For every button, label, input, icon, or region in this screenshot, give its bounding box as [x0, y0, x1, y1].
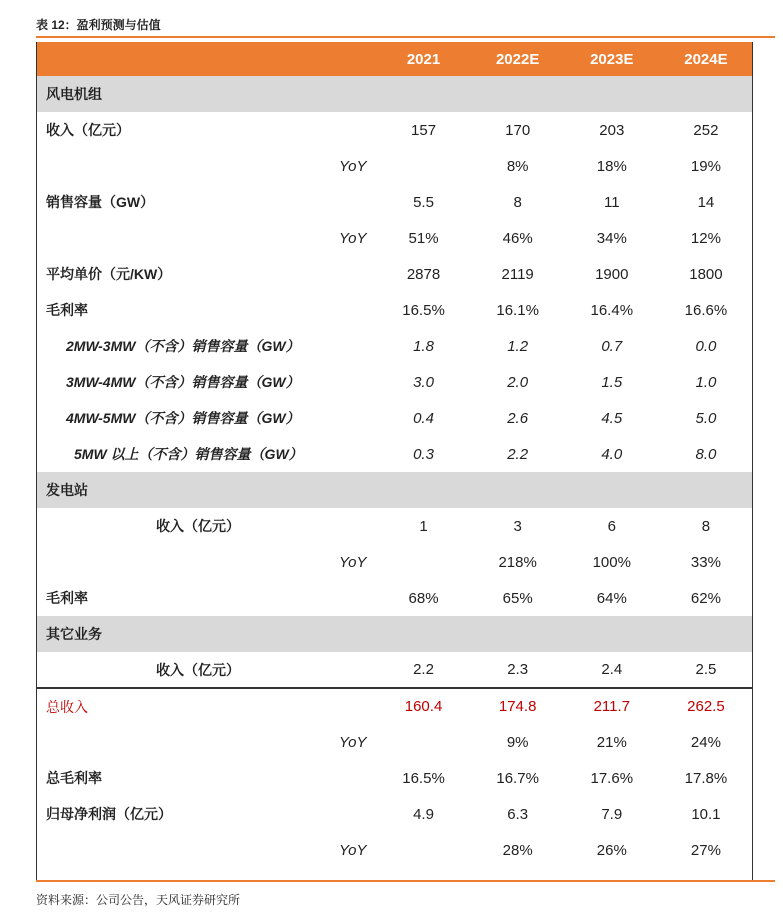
value-cell: 10.1 — [691, 805, 721, 823]
header-cell — [36, 42, 376, 76]
value-cell: 5.5 — [413, 193, 434, 211]
section-label: 风电机组 — [36, 76, 753, 112]
value-cell: 218% — [498, 553, 537, 571]
value-cell — [376, 544, 470, 580]
value-cell: 2.2 — [413, 661, 434, 678]
value-cell: 16.5% — [402, 301, 445, 319]
value-cell: 16.1% — [496, 301, 539, 319]
source-note: 资料来源：公司公告，天风证券研究所 — [36, 893, 241, 907]
value-cell: 9% — [506, 733, 529, 751]
value-cell: 24% — [690, 733, 721, 751]
value-cell: 160.4 — [376, 688, 470, 724]
value-cell: 4.0 — [601, 445, 623, 463]
value-cell: 0.0 — [695, 337, 717, 355]
row-label: 毛利率 — [46, 302, 88, 318]
table-row — [36, 724, 753, 760]
yoy-label: YoY — [338, 157, 367, 175]
yoy-label: YoY — [338, 841, 367, 859]
value-cell: 170 — [505, 121, 531, 139]
forecast-table — [36, 42, 753, 868]
value-cell: 0.3 — [413, 445, 434, 463]
value-cell: 100% — [592, 553, 631, 571]
header-cell: 2021 — [376, 42, 470, 76]
value-cell: 0.4 — [413, 409, 434, 427]
table-row — [36, 688, 753, 724]
table-row — [36, 328, 753, 364]
value-cell: 19% — [690, 157, 721, 175]
value-cell: 3 — [513, 517, 522, 535]
value-cell: 8 — [513, 193, 522, 211]
value-cell: 157 — [411, 121, 437, 139]
value-cell: 3.0 — [413, 373, 434, 391]
value-cell: 33% — [690, 553, 721, 571]
value-cell: 6 — [607, 517, 616, 535]
value-cell: 252 — [693, 121, 719, 139]
value-cell: 2.0 — [507, 373, 529, 391]
value-cell: 16.4% — [590, 301, 634, 319]
table-row — [36, 544, 753, 580]
row-label: 3MW-4MW（不含）销售容量（GW） — [66, 374, 300, 390]
header-cell: 2022E — [471, 42, 565, 76]
value-cell: 8.0 — [695, 445, 717, 463]
section-row — [36, 472, 753, 508]
value-cell: 2.2 — [507, 445, 529, 463]
row-label: 4MW-5MW（不含）销售容量（GW） — [66, 410, 300, 426]
table-row — [36, 292, 753, 328]
row-label: 5MW 以上（不含）销售容量（GW） — [74, 446, 303, 462]
table-row — [36, 796, 753, 832]
value-cell: 174.8 — [471, 688, 565, 724]
value-cell: 4.5 — [601, 409, 623, 427]
table-right-border — [752, 42, 753, 880]
table-row — [36, 364, 753, 400]
value-cell: 1.2 — [507, 337, 529, 355]
header-cell: 2024E — [659, 42, 753, 76]
value-cell: 203 — [599, 121, 625, 139]
forecast-table-wrapper — [36, 42, 753, 868]
table-row — [36, 436, 753, 472]
header-row — [36, 42, 753, 76]
row-label: 收入（亿元） — [156, 518, 240, 534]
table-row — [36, 256, 753, 292]
value-cell: 17.8% — [684, 769, 728, 787]
row-label: 归母净利润（亿元） — [46, 806, 172, 822]
value-cell: 7.9 — [601, 805, 623, 823]
row-label: 毛利率 — [46, 590, 88, 606]
table-row — [36, 400, 753, 436]
table-caption: 表 12：盈利预测与估值 — [36, 18, 161, 32]
section-label: 发电站 — [36, 472, 753, 508]
value-cell: 26% — [596, 841, 627, 859]
row-label: 平均单价（元/KW） — [46, 266, 172, 282]
row-label: 收入（亿元） — [46, 122, 130, 138]
value-cell — [376, 832, 470, 868]
section-row — [36, 76, 753, 112]
table-row — [36, 112, 753, 148]
value-cell: 262.5 — [659, 688, 753, 724]
table-row — [36, 652, 753, 688]
value-cell: 2.5 — [695, 661, 717, 678]
value-cell: 51% — [408, 229, 439, 247]
yoy-label: YoY — [338, 553, 367, 571]
value-cell: 1 — [419, 517, 428, 535]
table-row — [36, 184, 753, 220]
row-label: 总收入 — [36, 688, 376, 724]
value-cell: 8 — [701, 517, 711, 535]
value-cell: 6.3 — [507, 805, 529, 823]
value-cell — [376, 148, 470, 184]
value-cell: 1.0 — [695, 373, 717, 391]
bottom-rule — [36, 880, 775, 882]
value-cell: 18% — [596, 157, 627, 175]
table-body — [36, 76, 753, 868]
value-cell: 4.9 — [413, 805, 434, 823]
value-cell: 0.7 — [601, 337, 623, 355]
table-row — [36, 832, 753, 868]
value-cell: 21% — [596, 733, 627, 751]
value-cell: 16.7% — [496, 769, 539, 787]
value-cell: 8% — [506, 157, 529, 175]
value-cell: 2878 — [406, 265, 441, 283]
value-cell: 28% — [502, 841, 533, 859]
value-cell: 11 — [603, 193, 620, 211]
value-cell: 16.5% — [402, 769, 445, 787]
yoy-label: YoY — [338, 229, 367, 247]
yoy-label: YoY — [338, 733, 367, 751]
row-label: 销售容量（GW） — [46, 194, 155, 210]
value-cell: 2.6 — [507, 409, 529, 427]
value-cell: 16.6% — [684, 301, 728, 319]
value-cell: 5.0 — [695, 409, 717, 427]
value-cell: 34% — [596, 229, 627, 247]
value-cell: 211.7 — [565, 688, 659, 724]
value-cell: 46% — [502, 229, 533, 247]
value-cell: 68% — [408, 589, 439, 607]
value-cell — [376, 724, 470, 760]
row-label: 2MW-3MW（不含）销售容量（GW） — [66, 338, 300, 354]
value-cell: 2.4 — [601, 661, 623, 678]
row-label: 总毛利率 — [46, 770, 102, 786]
value-cell: 1800 — [689, 265, 723, 283]
section-row — [36, 616, 753, 652]
value-cell: 1.5 — [601, 373, 623, 391]
section-label: 其它业务 — [36, 616, 753, 652]
value-cell: 2119 — [501, 265, 534, 283]
value-cell: 12% — [690, 229, 721, 247]
row-label: 收入（亿元） — [156, 661, 240, 678]
value-cell: 1900 — [595, 265, 629, 283]
table-row — [36, 148, 753, 184]
value-cell: 17.6% — [590, 769, 634, 787]
table-row — [36, 760, 753, 796]
top-rule — [36, 36, 775, 38]
table-row — [36, 580, 753, 616]
value-cell: 65% — [502, 589, 533, 607]
header-cell: 2023E — [565, 42, 659, 76]
table-row — [36, 220, 753, 256]
table-left-border — [36, 42, 37, 880]
table-row — [36, 508, 753, 544]
value-cell: 62% — [690, 589, 721, 607]
value-cell: 64% — [596, 589, 627, 607]
value-cell: 2.3 — [507, 661, 529, 678]
value-cell: 1.8 — [413, 337, 434, 355]
value-cell: 27% — [690, 841, 721, 859]
value-cell: 14 — [697, 193, 715, 211]
